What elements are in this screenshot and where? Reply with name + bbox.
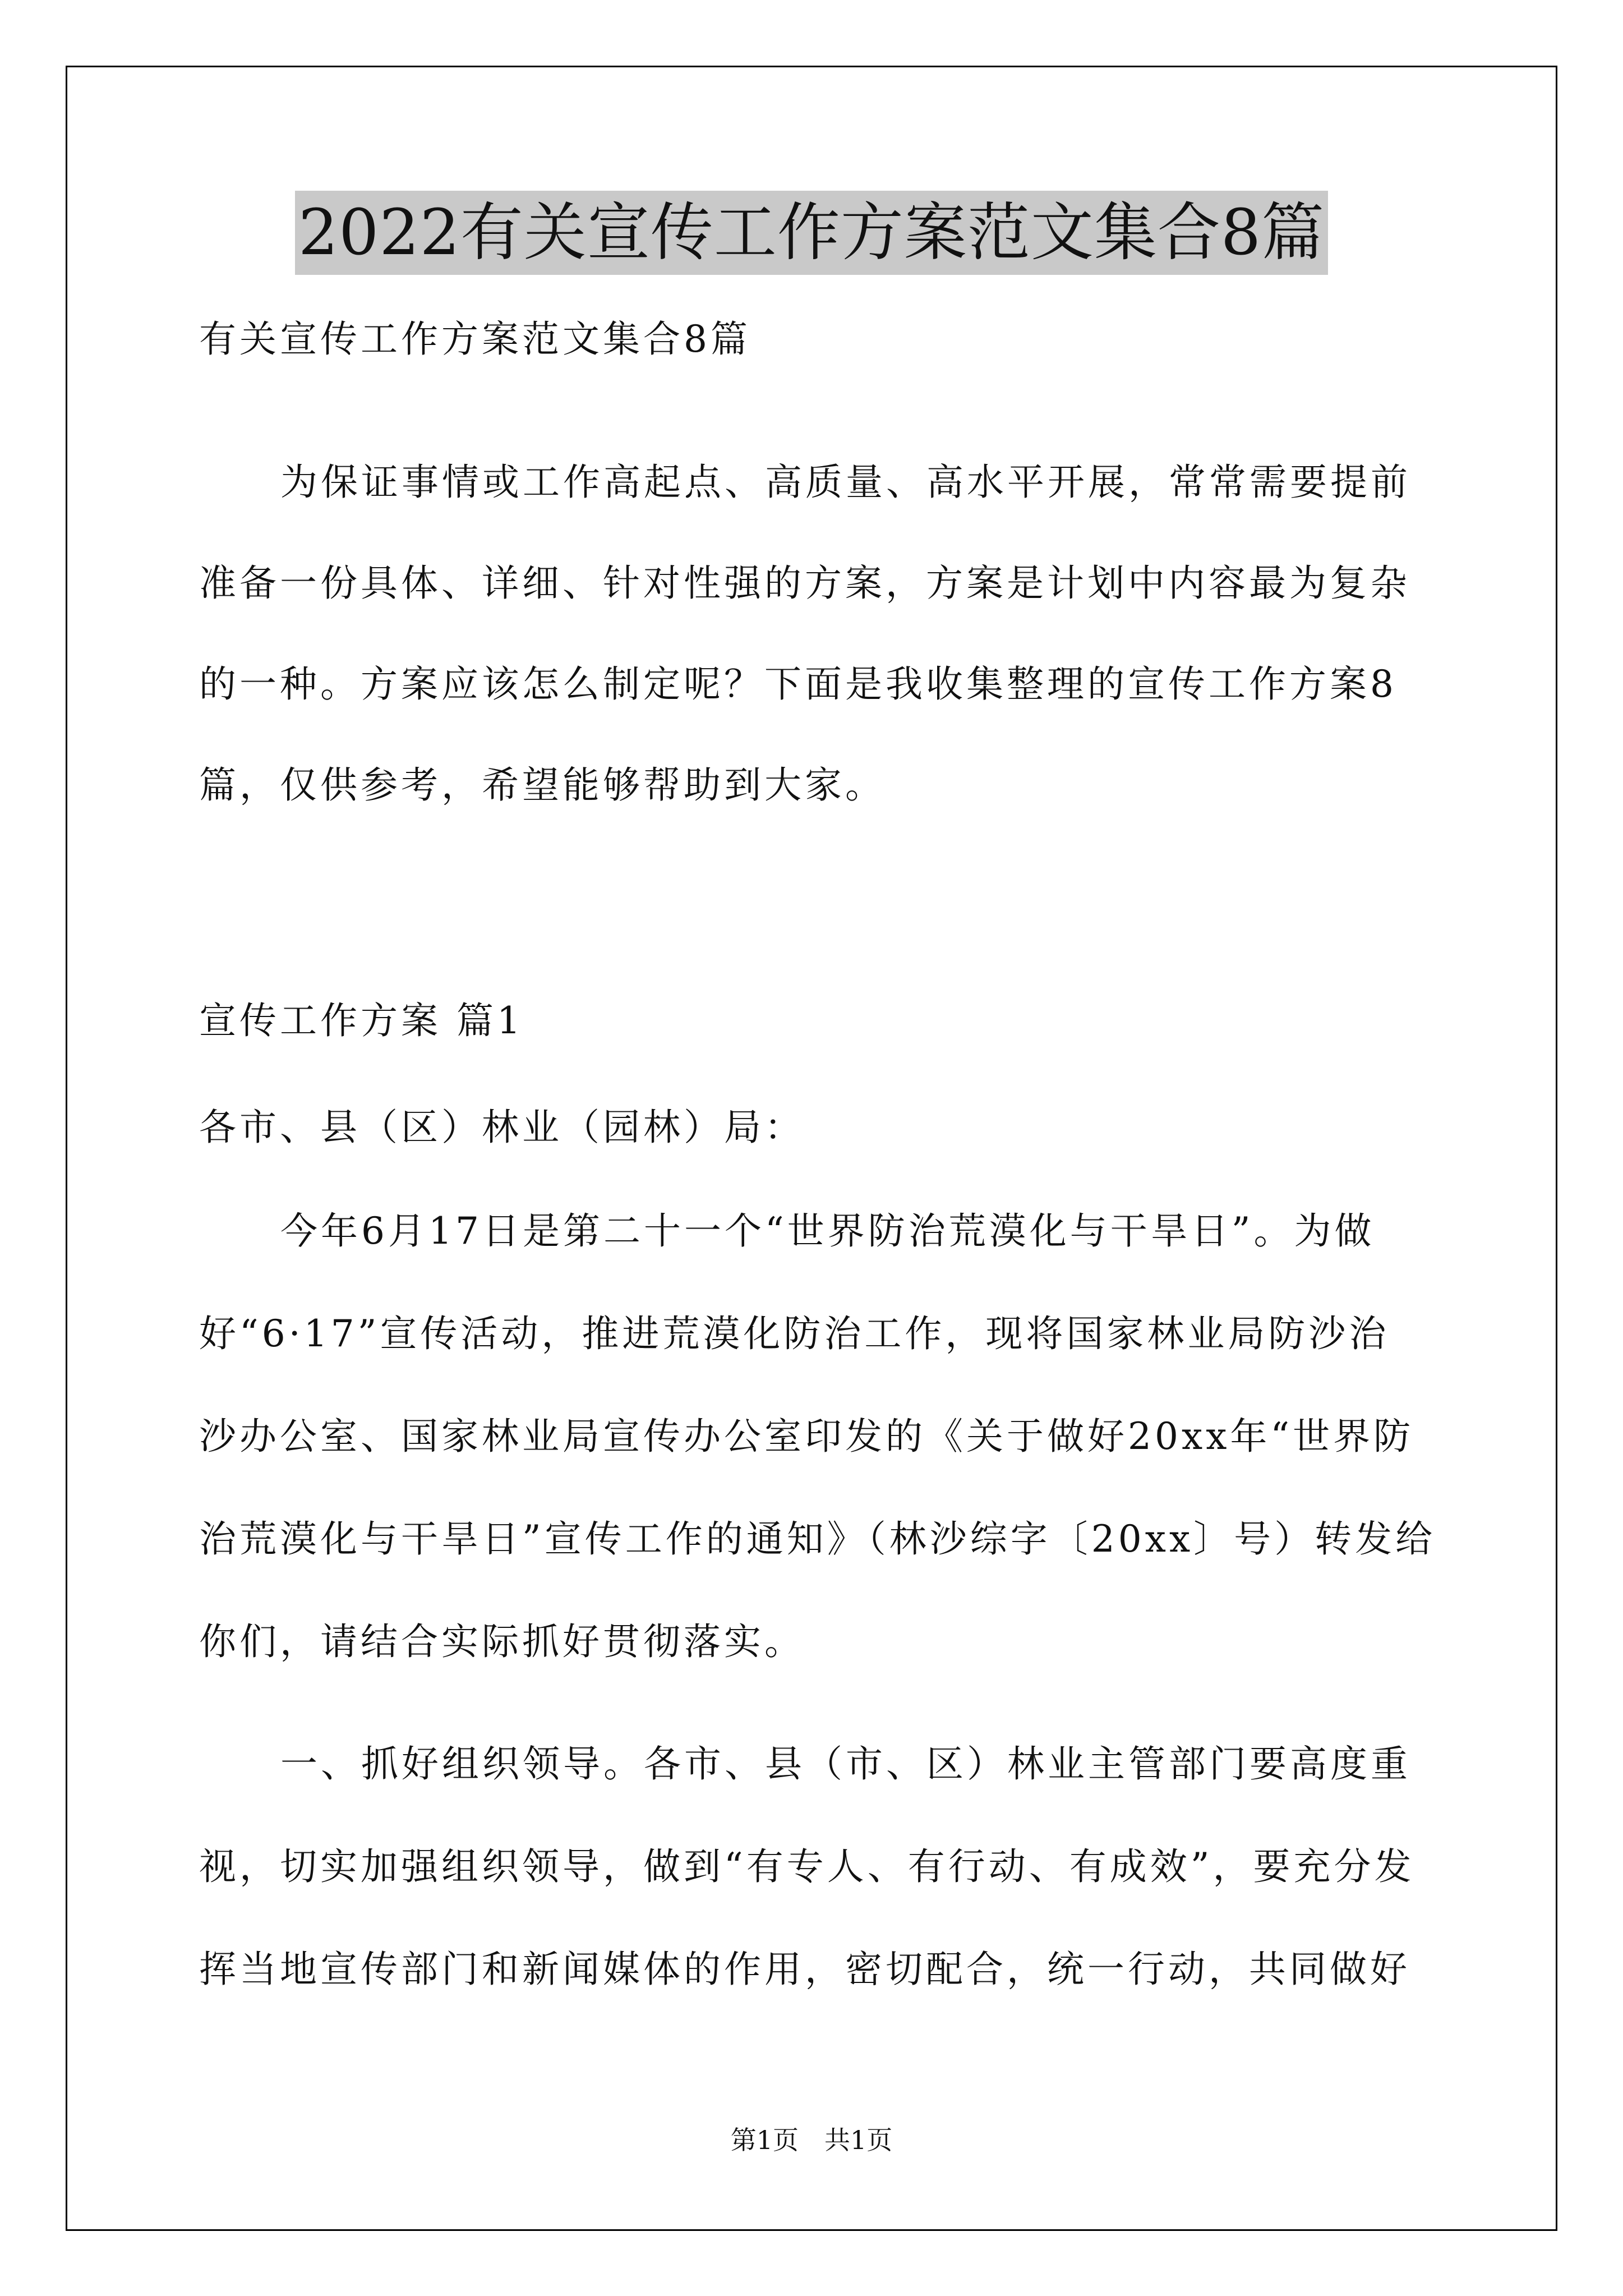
para2-line-1: 一、抓好组织领导。各市、县（市、区）林业主管部门要高度重	[280, 1742, 1411, 1786]
para2-line-3: 挥当地宣传部门和新闻媒体的作用，密切配合，统一行动，共同做好	[199, 1948, 1410, 1991]
intro-line-4: 篇，仅供参考，希望能够帮助到大家。	[199, 763, 886, 807]
title-container	[0, 191, 1623, 275]
document-subtitle: 有关宣传工作方案范文集合8篇	[199, 318, 751, 361]
para1-line-2: 好“6·17”宣传活动，推进荒漠化防治工作，现将国家林业局防沙治	[199, 1312, 1390, 1355]
para1-line-4: 治荒漠化与干旱日”宣传工作的通知》（林沙综字〔20xx〕号）转发给	[199, 1517, 1436, 1561]
salutation: 各市、县（区）林业（园林）局：	[199, 1106, 805, 1149]
document-title: 2022有关宣传工作方案范文集合8篇	[295, 191, 1328, 275]
intro-line-1: 为保证事情或工作高起点、高质量、高水平开展，常常需要提前	[280, 461, 1411, 504]
page-footer: 第1页 共1页	[730, 2125, 893, 2155]
section-heading: 宣传工作方案 篇1	[199, 999, 524, 1042]
para1-line-3: 沙办公室、国家林业局宣传办公室印发的《关于做好20xx年“世界防	[199, 1415, 1414, 1458]
intro-line-3: 的一种。方案应该怎么制定呢？下面是我收集整理的宣传工作方案8	[199, 662, 1397, 706]
intro-line-2: 准备一份具体、详细、针对性强的方案，方案是计划中内容最为复杂	[199, 562, 1410, 605]
para2-line-2: 视，切实加强组织领导，做到“有专人、有行动、有成效”，要充分发	[199, 1845, 1415, 1888]
para1-line-1: 今年6月17日是第二十一个“世界防治荒漠化与干旱日”。为做	[280, 1209, 1375, 1253]
para1-line-5: 你们，请结合实际抓好贯彻落实。	[199, 1620, 805, 1663]
